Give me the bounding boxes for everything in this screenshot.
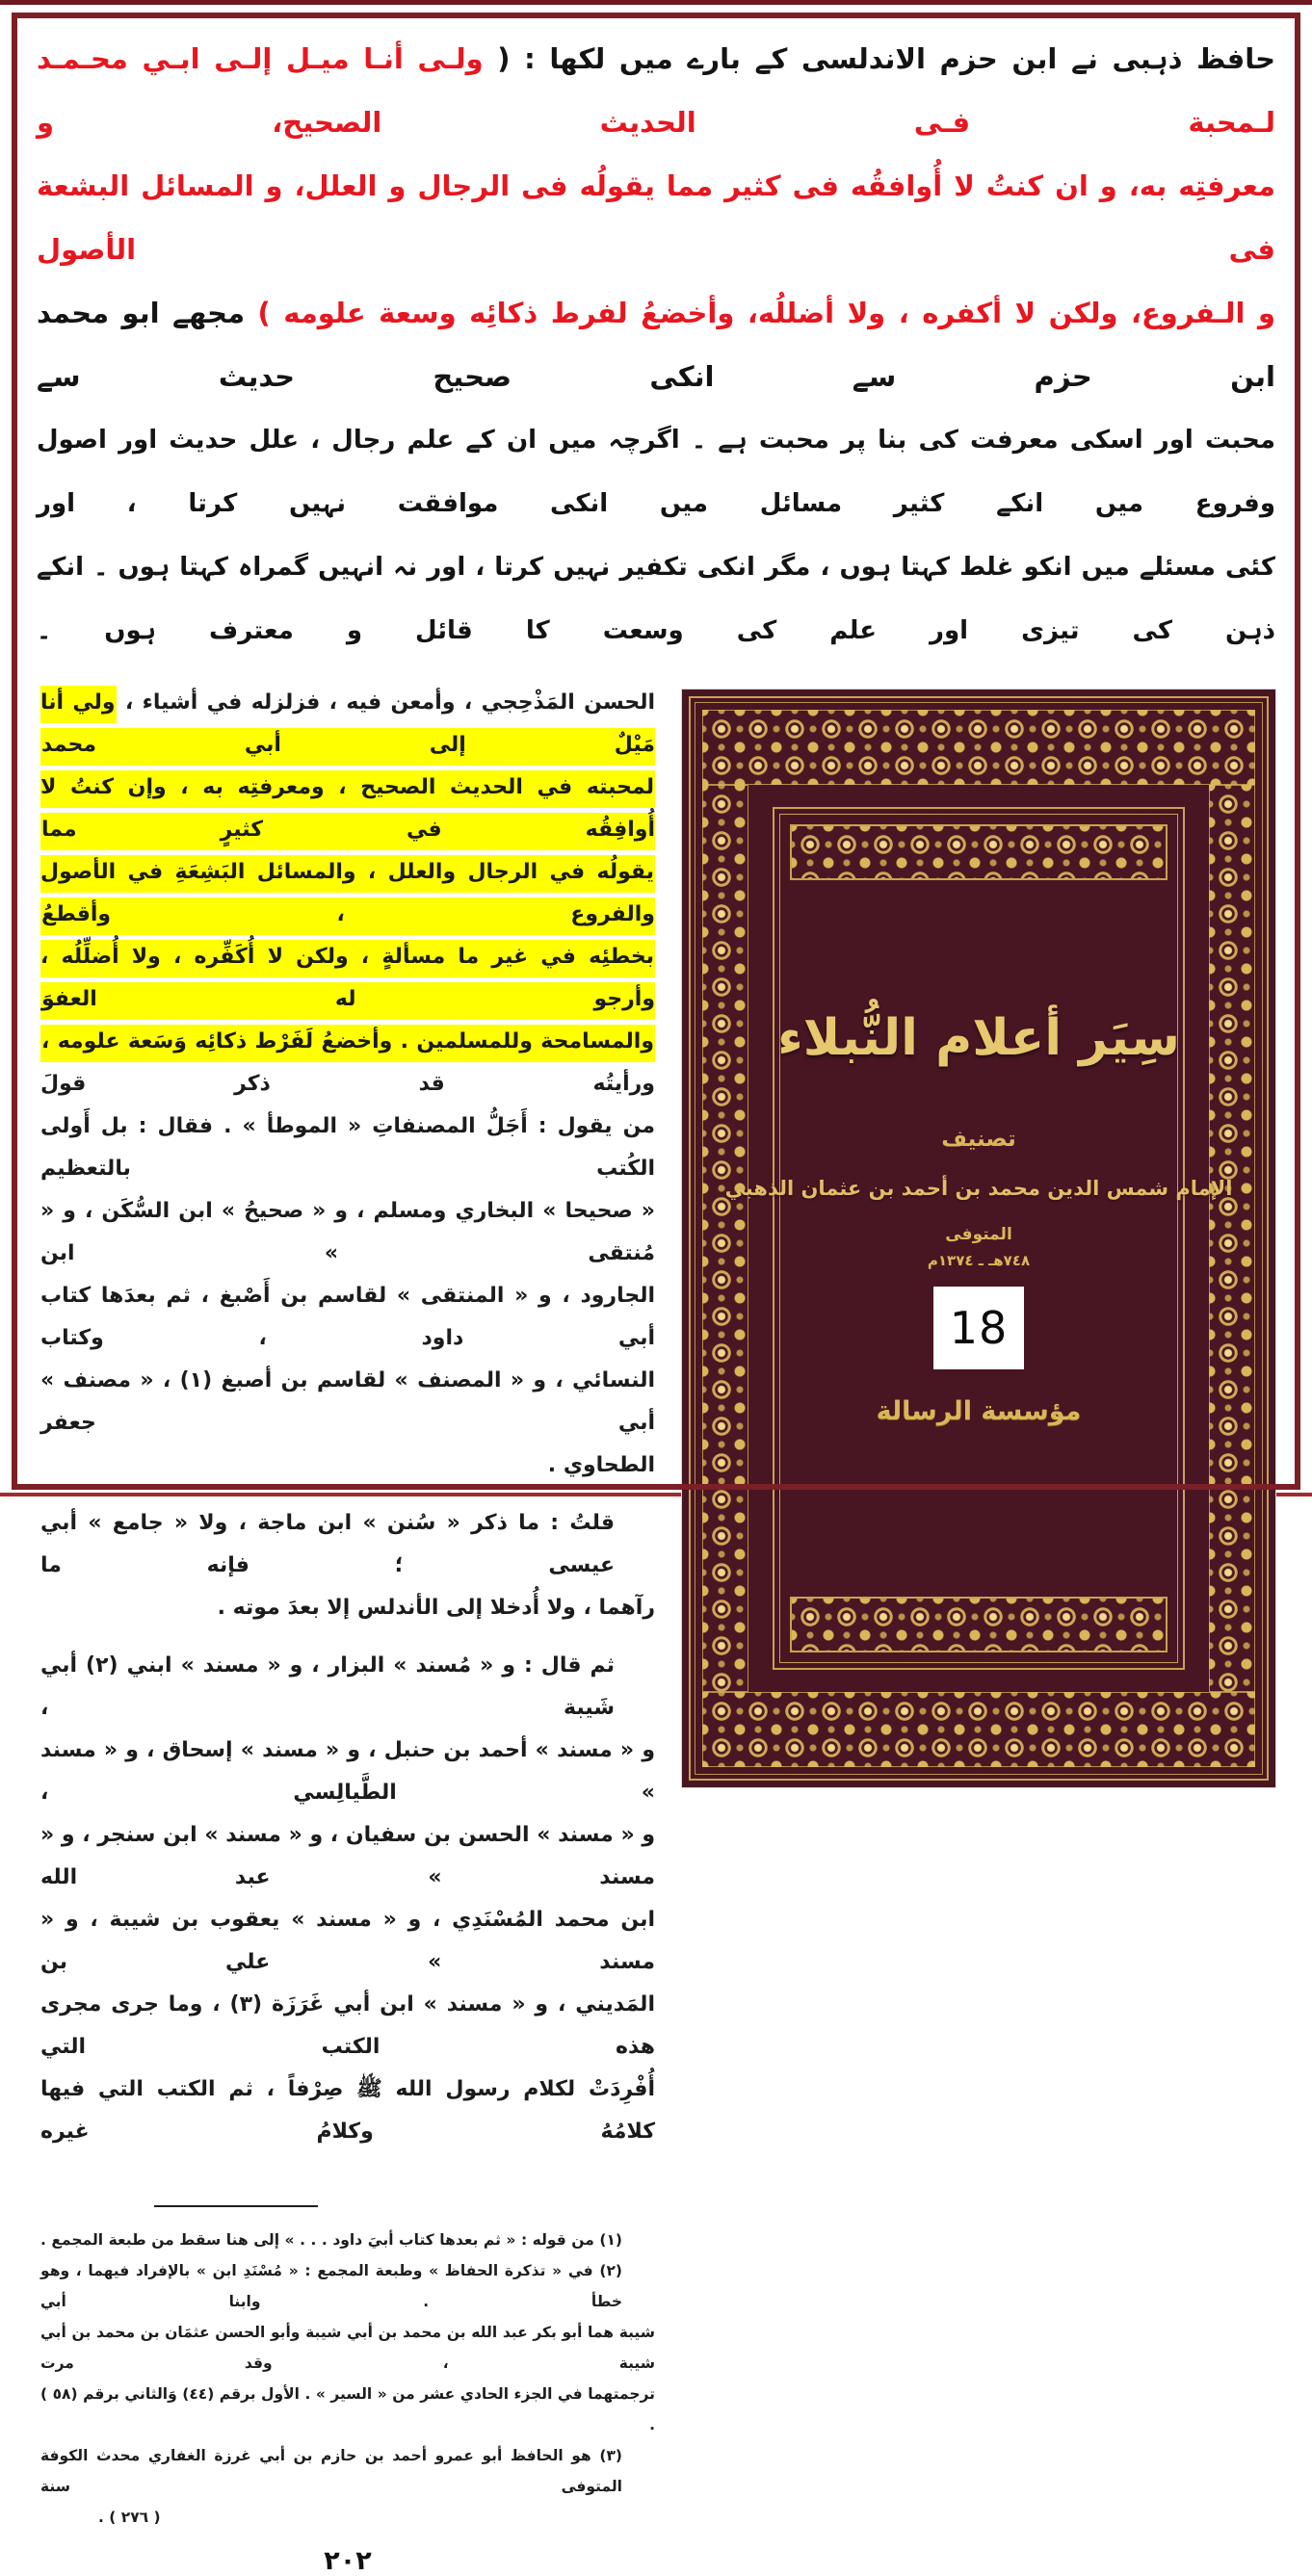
footnote-line: (٢) في « تذكرة الحفاظ » وطبعة المجمع : « مُسْنَدِ ابن » بالإفراد فيهما ، وهو خطأ . وابنا أبي <box>40 2262 622 2310</box>
two-column-layout <box>23 666 1289 2576</box>
header-quote <box>23 21 1289 666</box>
deceased-label: المتوفى <box>945 1225 1012 1244</box>
highlighted-text: والمسامحة وللمسلمين . وأخضعُ لَفَرْط ذكائِه وَسَعة علومه ، <box>40 1025 655 1062</box>
scan-line: ابن محمد المُسْنَدِي ، و « مسند » يعقوب بن شيبة ، و « مسند » علي بن <box>40 1908 655 1974</box>
book-cover <box>682 690 1275 1787</box>
footnote-line: ( ٢٧٦ ) . <box>98 2509 161 2526</box>
highlighted-text: ولي أنا مَيْلٌ إلى أبي محمد <box>40 686 655 766</box>
footnote-line: شيبة هما أبو بكر عبد الله بن محمد بن أبي شيبة وأبو الحسن عثمَان بن محمد بن أبي شيبة ، وقد مرت <box>40 2324 655 2372</box>
scan-line: رآهما ، ولا أُدخلا إلى الأندلس إلا بعدَ موته . <box>217 1596 655 1620</box>
footnote-line: (٣) هو الحافظ أبو عمرو أحمد بن حازم بن أبي غرزة الغفاري محدث الكوفة المتوفى سنة <box>40 2447 622 2495</box>
header-urdu-intro: حافظ ذہبی نے ابن حزم الاندلسی کے بارے میں لکھا : ( <box>483 42 1275 75</box>
highlighted-text: يقولُه في الرجال والعلل ، والمسائل البَشِعَةِ في الأصول والفروع ، وأقطعُ <box>40 855 655 935</box>
header-line-1 <box>37 27 1275 154</box>
top-border-bar <box>0 0 1312 5</box>
header-line-2 <box>37 154 1275 281</box>
scan-line: النسائي ، و « المصنف » لقاسم بن أصبغ (١) ، « مصنف » أبي جعفر <box>40 1368 656 1435</box>
footnote-line: (١) من قوله : « ثم بعدها كتاب أبيَ داود . . . » إلى هنا سقط من طبعة المجمع . <box>40 2231 622 2249</box>
header-line-5 <box>37 535 1275 663</box>
cover-ornament-bottom-band <box>702 1692 1255 1767</box>
footnote-line: ترجمتهما في الجزء الحادي عشر من « السير » . الأول برقم (٤٤) وَالثاني برقم (٥٨ ) . <box>40 2385 655 2433</box>
scan-line: ثم قال : و « مُسند » البزار ، و « مسند » ابني (٢) أبي شَيبة ، <box>40 1653 615 1720</box>
scan-line: و « مسند » الحسن بن سفيان ، و « مسند » ابن سنجر ، و « مسند » عبد الله <box>40 1823 655 1889</box>
scan-line: والمسامحة وللمسلمين . وأخضعُ لَفَرْط ذكائِه وَسَعة علومه ، ورأيتُه قد ذكر قولَ <box>40 1021 655 1106</box>
cover-ornament-right-band <box>1209 785 1255 1692</box>
scan-line: الطحاوي . <box>547 1453 655 1477</box>
header-line-4 <box>37 408 1275 535</box>
scan-line: قلتُ : ما ذكر « سُنن » ابن ماجة ، ولا « جامع » أبي عيسى ؛ فإنه ما <box>40 1511 615 1577</box>
header-urdu-translation-start: مجھے ابو محمد ابن حزم سے انکی صحیح حدیث سے <box>37 297 1275 393</box>
header-urdu-translation: محبت اور اسکی معرفت کی بنا پر محبت ہے ۔ اگرچہ میں ان کے علم رجال ، علل حدیث اور اصول وفروع میں انکے کثیر مسائل میں انکی موافقت نہیں کرتا ، اور <box>37 426 1275 518</box>
scanned-text-column <box>23 666 667 2576</box>
scan-line: أُفْرِدَتْ لكلام رسول الله ﷺ صِرْفاً ، ثم الكتب التي فيها كلامُهُ وكلامُ غيره <box>40 2077 655 2144</box>
header-urdu-translation-end: کئی مسئلے میں انکو غلط کہتا ہوں ، مگر انکی تکفیر نہیں کرتا ، اور نہ انہیں گمراہ کہتا ہوں ۔ انکے ذہن کی تیزی اور علم کی وسعت کا قائل و معترف ہوں ۔ <box>37 553 1275 645</box>
cover-inner-frame <box>724 807 1233 1670</box>
cover-inner-bottom-strip <box>790 1597 1168 1652</box>
scan-line: الحسن المَذْحِجي ، وأمعن فيه ، فزلزله في أشياء ، ولي أنا مَيْلٌ إلى أبي محمد <box>40 682 655 767</box>
header-arabic-quote-part3: و الـفروع، ولكن لا أكفره ، ولا أضللُه، وأخضعُ لفرط ذكائِه وسعة علومه ) <box>245 297 1275 329</box>
death-dates: ٧٤٨هـ ـ ١٣٧٤م <box>927 1252 1031 1269</box>
book-author: الإمام شمس الدين محمد بن أحمد بن عثمان الذهبي <box>724 1177 1233 1200</box>
tasnif-label: تصنيف <box>941 1127 1016 1152</box>
header-line-3 <box>37 281 1275 408</box>
scan-line: « صحيحا » البخاري ومسلم ، و « صحيحُ » ابن السُّكَن ، و « مُنتقى » ابن <box>40 1199 655 1265</box>
footnote-separator <box>154 2205 318 2207</box>
scan-line: و « مسند » أحمد بن حنبل ، و « مسند » إسحاق ، و « مسند » الطَّيالِسي ، <box>40 1738 655 1805</box>
scan-line <box>40 767 655 851</box>
highlighted-text: بخطئِه في غير ما مسألةٍ ، ولكن لا أُكَفِّره ، ولا أُضلِّلُه ، وأرجو له العفوَ <box>40 940 655 1020</box>
publisher-name: مؤسسة الرسالة <box>876 1396 1082 1426</box>
page-content <box>23 21 1289 2576</box>
highlighted-text: لمحبته في الحديث الصحيح ، ومعرفتِه به ، وإن كنتُ لا أُوافِقُه في كثيرٍ مما <box>40 770 655 850</box>
header-arabic-quote-part2: معرفتِه به، و ان كنتُ لا أُوافقُه فى كثير مما يقولُه فى الرجال و العلل، و المسائل البشعة فى الأصول <box>37 169 1275 266</box>
page-number: ٢٠٢ <box>324 2546 372 2576</box>
scan-line: من يقول : أَجَلُّ المصنفاتِ « الموطأ » . فقال : بل أَولى الكُتب بالتعظيم <box>40 1114 655 1181</box>
book-cover-column <box>667 666 1289 1787</box>
volume-number-box <box>933 1287 1024 1369</box>
cover-text-block <box>724 886 1233 1591</box>
cover-ornament-left-band <box>702 785 748 1692</box>
scan-line <box>40 936 655 1021</box>
volume-number: 18 <box>949 1302 1009 1354</box>
scan-line: الجارود ، و « المنتقى » لقاسم بن أَصْبغ ، ثم بعدَها كتاب أبي داود ، وكتاب <box>40 1284 655 1350</box>
scan-line: المَديني ، و « مسند » ابن أبي غَرَزَة (٣) ، وما جرى مجرى هذه الكتب التي <box>40 1992 655 2059</box>
cover-ornament-top-band <box>702 710 1255 785</box>
scan-line <box>40 851 655 936</box>
book-title: سِيَر أعلام النُّبلاء <box>777 1009 1180 1067</box>
cover-inner-top-strip <box>790 824 1168 880</box>
header-arabic-quote-part1: ولـی أنـا میـل إلـی ابـي محـمـد لـمحبة فـی الحدیث الصحیح، و <box>37 42 1275 139</box>
